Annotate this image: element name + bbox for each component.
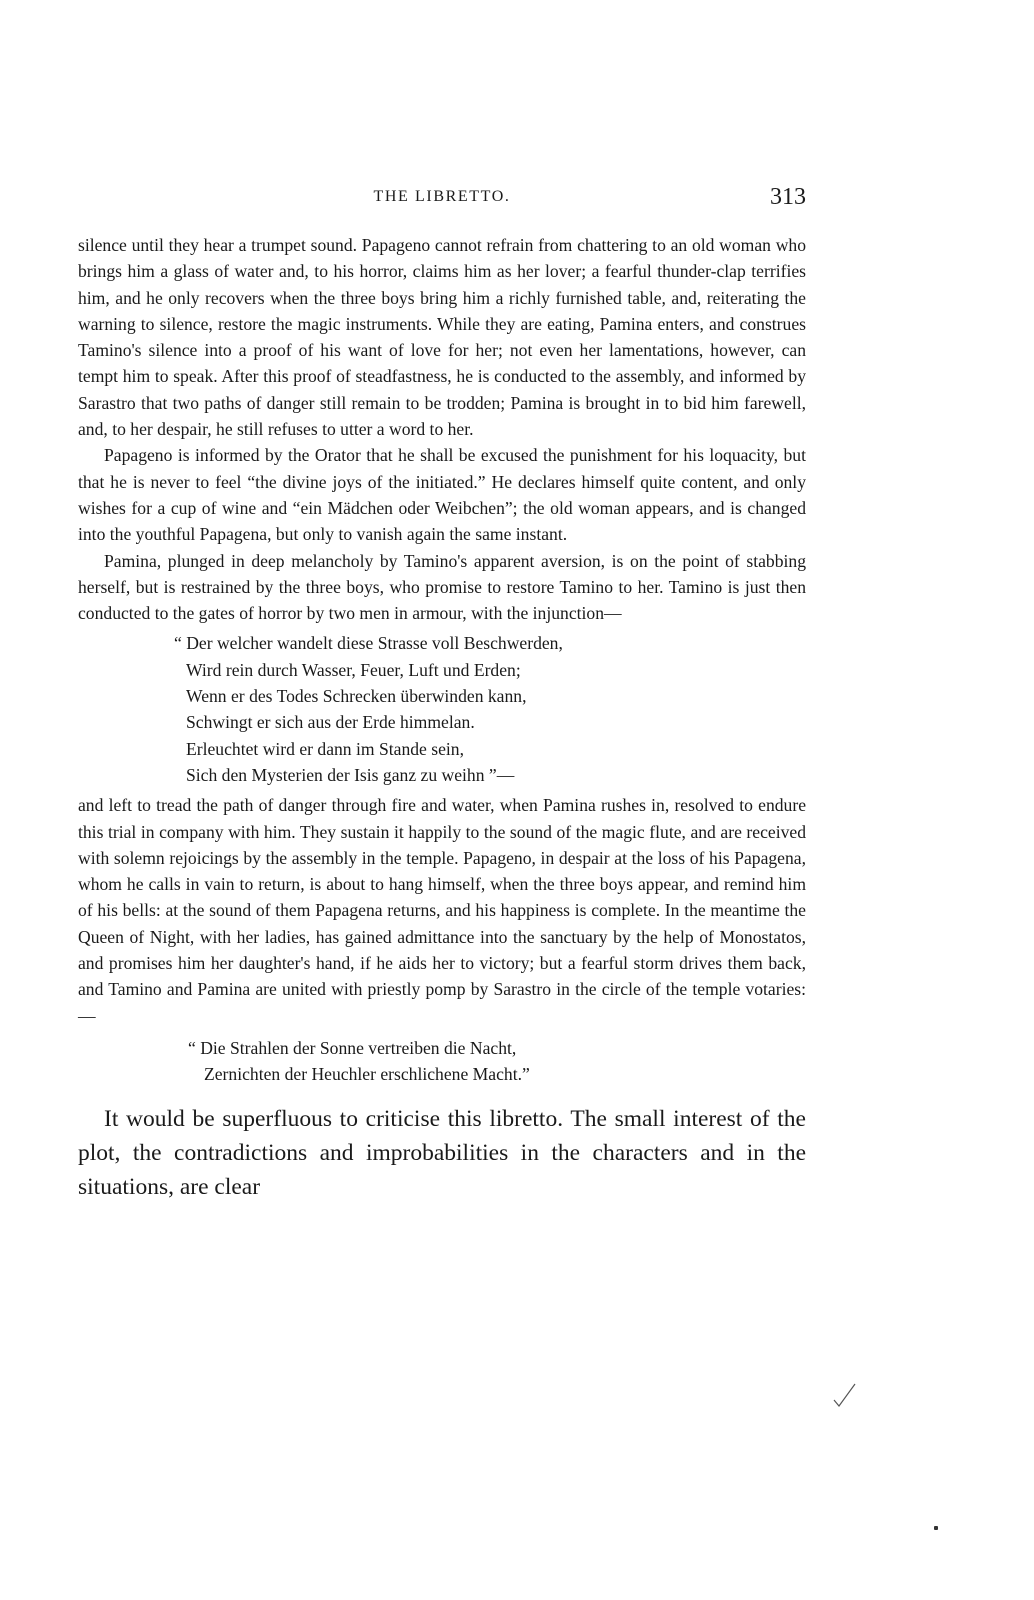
stray-dot-mark: [934, 1526, 938, 1530]
verse-line: Erleuchtet wird er dann im Stande sein,: [186, 738, 464, 759]
verse-block: [174, 630, 806, 788]
closing-verse-block: [188, 1035, 806, 1088]
page-header: [78, 186, 806, 220]
paragraph: Papageno is informed by the Orator that he shall be excused the punishment for his loquacity, but that he is never to feel “the divine joys of the initiated.” He declares himself quite content, and only wishes for a cup of wine and “ein Mädchen oder Weibchen”; the old woman appears, and is changed into the youthful Papagena, but only to vanish again the same instant.: [78, 445, 806, 545]
verse-line: Wird rein durch Wasser, Feuer, Luft und Erden;: [186, 659, 521, 680]
verse-line: Wenn er des Todes Schrecken überwinden kann,: [186, 686, 527, 707]
verse-line: Schwingt er sich aus der Erde himmelan.: [186, 712, 475, 733]
paragraph: silence until they hear a trumpet sound. Papageno cannot refrain from chattering to an old woman who brings him a glass of water and, to his horror, claims him as her lover; a fearful thunder-clap terrifies him, and he only recovers when the three boys bring him a richly furnished table, and, reiterating the warning to silence, restore the magic instruments. While they are eating, Pamina enters, and construes Tamino's silence into a proof of his want of love for her; not even her lamentations, however, can tempt him to speak. After this proof of steadfastness, he is conducted to the assembly, and informed by Sarastro that two paths of danger still remain to be trodden; Pamina is brought in to bid him farewell, and, to her despair, he still refuses to utter a word to her.: [78, 235, 806, 440]
paragraph: Pamina, plunged in deep melancholy by Tamino's apparent aversion, is on the point of stabbing herself, but is restrained by the three boys, who promise to restore Tamino to her. Tamino is just then conducted to the gates of horror by two men in armour, with the injunction—: [78, 550, 806, 624]
running-title: THE LIBRETTO.: [373, 188, 511, 205]
verse-line: Zernichten der Heuchler erschlichene Macht.”: [204, 1064, 530, 1085]
pencil-check-mark-icon: [832, 1380, 858, 1410]
verse-line: “ Die Strahlen der Sonne vertreiben die Nacht,: [188, 1037, 517, 1058]
body-text: [78, 232, 806, 1204]
verse-line: Sich den Mysterien der Isis ganz zu weihn ”—: [186, 764, 515, 785]
page-number: 313: [770, 184, 806, 210]
paragraph: and left to tread the path of danger through fire and water, when Pamina rushes in, resolved to endure this trial in company with him. They sustain it happily to the sound of the magic flute, and are received with solemn rejoicings by the assembly in the temple. Papageno, in despair at the loss of his Papagena, whom he calls in vain to return, is about to hang himself, when the three boys appear, and remind him of his bells: at the sound of them Papagena returns, and his happiness is complete. In the meantime the Queen of Night, with her ladies, has gained admittance into the sanctuary by the help of Monostatos, and promises him her daughter's hand, if he aids her to victory; but a fearful storm drives them back, and Tamino and Pamina are united with priestly pomp by Sarastro in the circle of the temple votaries:—: [78, 795, 806, 1026]
closing-paragraph: It would be superfluous to criticise this libretto. The small interest of the plot, the contradictions and improbabilities in the characters and in the situations, are clear: [78, 1105, 806, 1200]
verse-line: “ Der welcher wandelt diese Strasse voll Beschwerden,: [174, 633, 563, 654]
